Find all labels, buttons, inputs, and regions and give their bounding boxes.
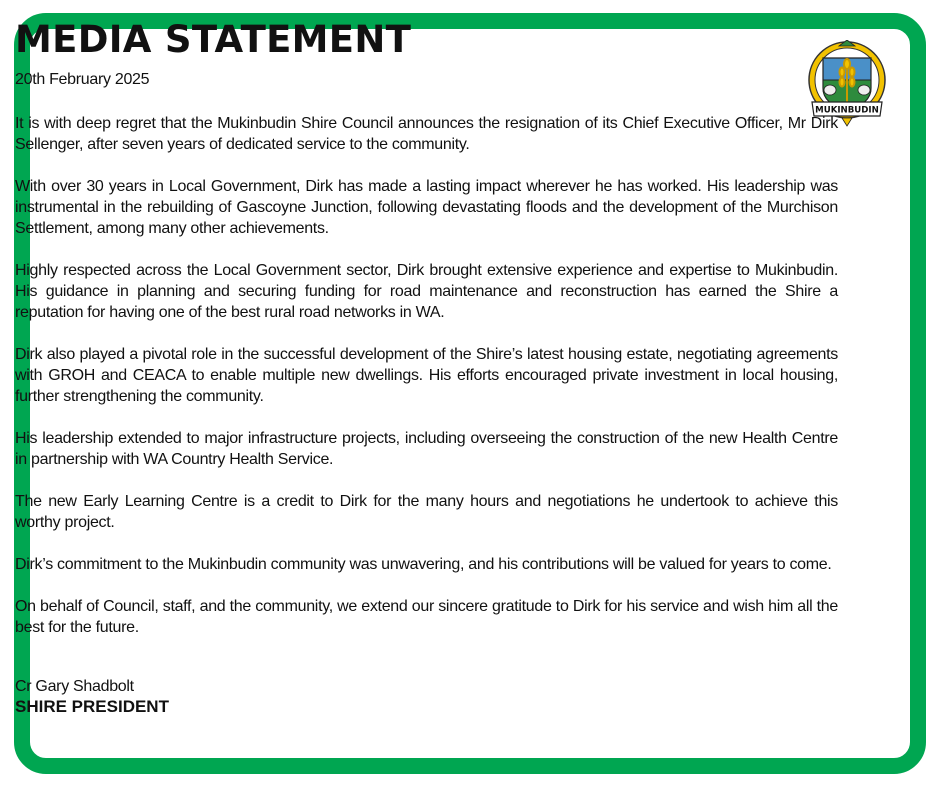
logo-banner-text: MUKINBUDIN [815,105,879,116]
statement-date: 20th February 2025 [15,71,150,88]
signatory-name: Cr Gary Shadbolt [15,678,134,695]
body-paragraph: The new Early Learning Centre is a credit to Dirk for the many hours and negotiations he undertook to achieve this worthy project. [15,493,838,531]
body-paragraph: Dirk also played a pivotal role in the successful development of the Shire’s latest housing estate, negotiating agreements with GROH and CEACA to enable multiple new dwellings. His efforts encouraged private investment in local housing, further strengthening the community. [15,346,838,405]
body-paragraph: His leadership extended to major infrastructure projects, including overseeing the construction of the new Health Centre in partnership with WA Country Health Service. [15,430,838,468]
body-paragraph: Dirk’s commitment to the Mukinbudin community was unwavering, and his contributions will be valued for years to come. [15,556,832,573]
page-title: MEDIA STATEMENT [15,18,412,61]
statement-body [15,113,838,659]
body-paragraph: Highly respected across the Local Government sector, Dirk brought extensive experience and expertise to Mukinbudin. His guidance in planning and securing funding for road maintenance and reconstruction has earned the Shire a reputation for having one of the best rural road networks in WA. [15,262,838,321]
body-paragraph: It is with deep regret that the Mukinbudin Shire Council announces the resignation of its Chief Executive Officer, Mr Dirk Sellenger, after seven years of dedicated service to the community. [15,115,838,153]
body-paragraph: On behalf of Council, staff, and the community, we extend our sincere gratitude to Dirk for his service and wish him all the best for the future. [15,598,838,636]
signatory-role: SHIRE PRESIDENT [15,697,169,716]
body-paragraph: With over 30 years in Local Government, Dirk has made a lasting impact wherever he has worked. His leadership was instrumental in the rebuilding of Gascoyne Junction, following devastating floods and the development of the Murchison Settlement, among many other achievements. [15,178,838,237]
